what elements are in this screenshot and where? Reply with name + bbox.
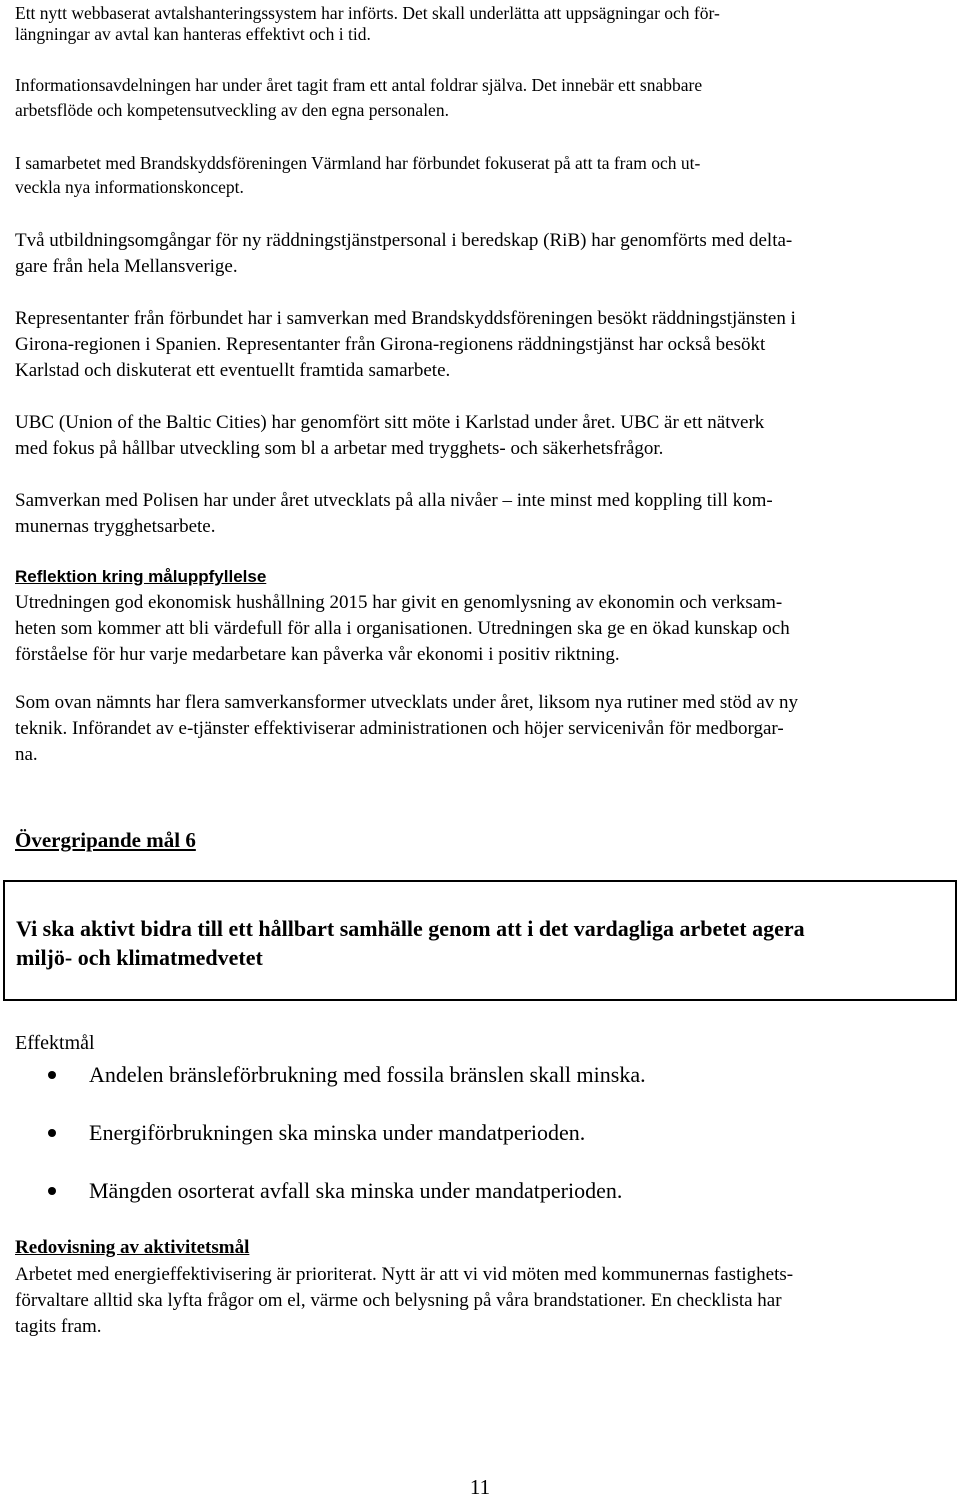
effect-goal-text: Energiförbrukningen ska minska under mandatperioden. [89, 1120, 586, 1145]
reflection-paragraph-1-line-2: heten som kommer att bli värdefull för alla i organisationen. Utredningen ska ge en ökad kunskap och [15, 618, 790, 639]
activity-report-line-2: förvaltare alltid ska lyfta frågor om el, värme och belysning på våra brandstationer. En checklista har [15, 1290, 782, 1311]
paragraph-ubc-line-1: UBC (Union of the Baltic Cities) har genomfört sitt möte i Karlstad under året. UBC är ett nätverk [15, 412, 765, 433]
paragraph-girona-line-3: Karlstad och diskuterat ett eventuellt framtida samarbete. [15, 360, 451, 381]
goal-statement-line-1: Vi ska aktivt bidra till ett hållbart samhälle genom att i det vardagliga arbetet agera [16, 916, 805, 941]
goal-statement-box [3, 880, 957, 1001]
reflection-paragraph-1-line-3: förståelse för hur varje medarbetare kan påverka vår ekonomi i positiv riktning. [15, 644, 620, 665]
paragraph-rib-line-2: gare från hela Mellansverige. [15, 256, 238, 277]
intro-line-1: Ett nytt webbaserat avtalshanteringssystem har införts. Det skall underlätta att uppsägningar och för- [15, 3, 720, 23]
goal-statement-line-2: miljö- och klimatmedvetet [16, 945, 263, 970]
goal-heading: Övergripande mål 6 [15, 828, 196, 852]
reflection-paragraph-2-line-2: teknik. Införandet av e-tjänster effektiviserar administrationen och höjer servicenivån för medborgar- [15, 718, 784, 739]
page-number: 11 [469, 1475, 491, 1499]
effect-goal-text: Mängden osorterat avfall ska minska under mandatperioden. [89, 1178, 623, 1203]
paragraph-polisen-line-2: munernas trygghetsarbete. [15, 516, 216, 537]
effect-goal-text: Andelen bränsleförbrukning med fossila bränslen skall minska. [89, 1062, 646, 1087]
paragraph-polisen-line-1: Samverkan med Polisen har under året utvecklats på alla nivåer – inte minst med koppling till kom- [15, 490, 773, 511]
activity-report-line-1: Arbetet med energieffektivisering är prioriterat. Nytt är att vi vid möten med kommunernas fastighets- [15, 1264, 794, 1285]
bullet-icon [48, 1129, 56, 1137]
effect-goals-label: Effektmål [15, 1032, 95, 1054]
activity-report-heading: Redovisning av aktivitetsmål [15, 1237, 250, 1258]
bullet-icon [48, 1071, 56, 1079]
paragraph-informationsavdelningen-line-1: Informationsavdelningen har under året tagit fram ett antal foldrar själva. Det innebär ett snabbare [15, 75, 703, 95]
bullet-icon [48, 1187, 56, 1195]
paragraph-ubc-line-2: med fokus på hållbar utveckling som bl a arbetar med trygghets- och säkerhetsfrågor. [15, 438, 664, 459]
reflection-heading: Reflektion kring måluppfyllelse [15, 567, 267, 586]
reflection-paragraph-1-line-1: Utredningen god ekonomisk hushållning 2015 har givit en genomlysning av ekonomin och verksam- [15, 592, 783, 613]
paragraph-girona-line-2: Girona-regionen i Spanien. Representanter från Girona-regionens räddningstjänst har också besökt [15, 334, 766, 355]
paragraph-informationsavdelningen-line-2: arbetsflöde och kompetensutveckling av den egna personalen. [15, 100, 449, 120]
reflection-paragraph-2-line-3: na. [15, 744, 38, 765]
reflection-paragraph-2-line-1: Som ovan nämnts har flera samverkansformer utvecklats under året, liksom nya rutiner med stöd av ny [15, 692, 798, 713]
paragraph-brandskydd-line-2: veckla nya informationskoncept. [15, 177, 244, 197]
paragraph-brandskydd-line-1: I samarbetet med Brandskyddsföreningen Värmland har förbundet fokuserat på att ta fram och ut- [15, 153, 701, 173]
paragraph-girona-line-1: Representanter från förbundet har i samverkan med Brandskyddsföreningen besökt räddningstjänsten i [15, 308, 796, 329]
activity-report-line-3: tagits fram. [15, 1316, 102, 1337]
paragraph-rib-line-1: Två utbildningsomgångar för ny räddningstjänstpersonal i beredskap (RiB) har genomförts med delta- [15, 230, 793, 251]
intro-line-2: längningar av avtal kan hanteras effektivt och i tid. [15, 24, 371, 44]
